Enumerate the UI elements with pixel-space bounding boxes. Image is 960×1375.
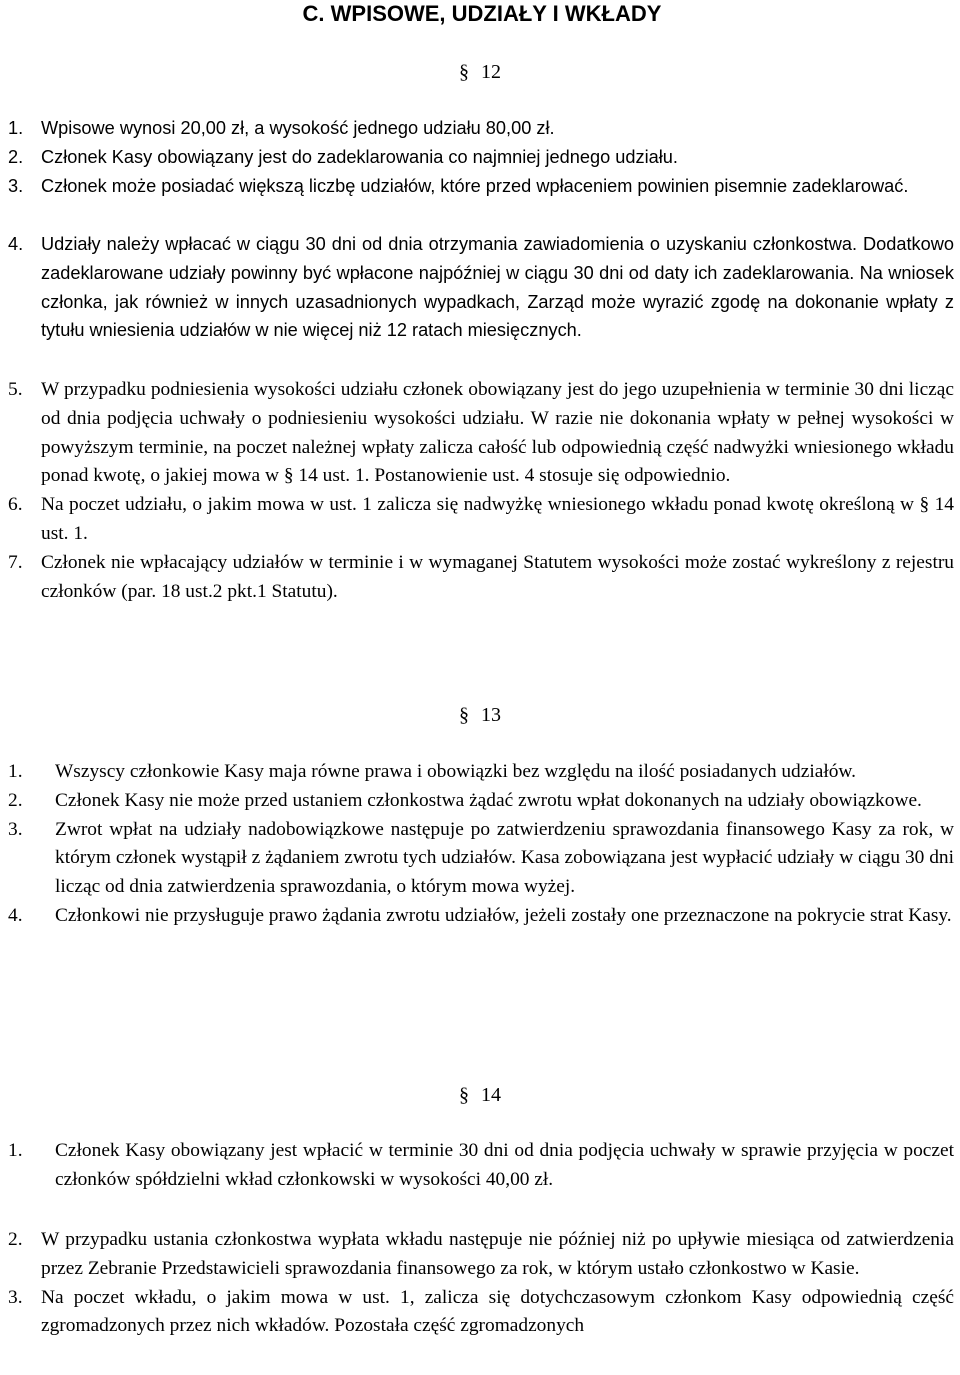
item-number: 4.	[8, 234, 24, 254]
item-text: Członek nie wpłacający udziałów w terminie i w wymaganej Statutem wysokości może zostać wykreślony z rejestru członków (par. 18 ust.2 pkt.1 Statutu).	[41, 551, 954, 602]
section-heading-14	[0, 1083, 960, 1107]
list-item	[0, 172, 960, 201]
section-number: 14	[481, 1084, 501, 1106]
list-item	[0, 902, 960, 931]
item-number: 2.	[8, 789, 23, 811]
list-item	[0, 1137, 960, 1195]
paragraph-sign: §	[459, 1084, 469, 1106]
item-text: Na poczet wkładu, o jakim mowa w ust. 1, zalicza się dotychczasowym członkom Kasy odpowiednią część zgromadzonych przez nich wkładów. Pozostała część zgromadzonych	[41, 1286, 954, 1337]
item-number: 1.	[8, 118, 24, 138]
item-number: 1.	[8, 1140, 23, 1161]
item-number: 2.	[8, 1229, 23, 1250]
item-text: Członkowi nie przysługuje prawo żądania zwrotu udziałów, jeżeli zostały one przeznaczone na pokrycie strat Kasy.	[55, 904, 952, 926]
item-text: Członek Kasy obowiązany jest do zadeklarowania co najmniej jednego udziału.	[41, 146, 678, 167]
item-text: Zwrot wpłat na udziały nadobowiązkowe następuje po zatwierdzeniu sprawozdania finansowego Kasy za rok, w którym członek wystąpił z żądaniem zwrotu tych udziałów. Kasa zobowiązana jest wypłacić udziały w ciągu 30 dni licząc od dnia zatwierdzenia sprawozdania, o którym mowa wyżej.	[55, 818, 954, 898]
list-item	[0, 1226, 960, 1284]
item-number: 3.	[8, 1286, 23, 1308]
chapter-title: C. WPISOWE, UDZIAŁY I WKŁADY	[302, 1, 662, 26]
list-item	[0, 549, 960, 607]
list-item	[0, 376, 960, 491]
list-item	[0, 816, 960, 902]
item-text: Członek Kasy nie może przed ustaniem członkostwa żądać zwrotu wpłat dokonanych na udziały obowiązkowe.	[55, 789, 922, 811]
list-item	[0, 758, 960, 787]
item-number: 5.	[8, 379, 23, 400]
item-number: 2.	[8, 146, 24, 167]
paragraph-sign: §	[459, 61, 469, 83]
list-item	[0, 1284, 960, 1342]
section-14-items	[0, 1137, 960, 1195]
list-item	[0, 114, 960, 143]
section-heading-13	[0, 703, 960, 727]
item-text: Wpisowe wynosi 20,00 zł, a wysokość jednego udziału 80,00 zł.	[41, 118, 555, 138]
section-12-items-5-7	[0, 376, 960, 606]
item-number: 7.	[8, 551, 23, 573]
list-item	[0, 491, 960, 549]
section-14-items-2-3	[0, 1226, 960, 1341]
list-item	[0, 787, 960, 816]
section-12-item-4	[0, 230, 960, 345]
item-text: W przypadku ustania członkostwa wypłata wkładu następuje nie później niż po upływie miesiąca od zatwierdzenia przez Zebranie Przedstawicieli sprawozdania finansowego za rok, w którym ustało członkostwo w Kasie.	[41, 1229, 954, 1279]
item-text: Wszyscy członkowie Kasy maja równe prawa i obowiązki bez względu na ilość posiadanych udziałów.	[55, 761, 857, 782]
item-number: 4.	[8, 904, 23, 926]
item-text: Udziały należy wpłacać w ciągu 30 dni od dnia otrzymania zawiadomienia o uzyskaniu członkostwa. Dodatkowo zadeklarowane udziały powinny być wpłacone najpóźniej w ciągu 30 dni od daty ich zadeklarowania. Na wniosek członka, jak również w innych uzasadnionych wypadkach, Zarząd może wyrazić zgodę na dokonanie wpłaty z tytułu wniesienia udziałów w nie więcej niż 12 ratach miesięcznych.	[41, 234, 954, 341]
section-number: 12	[481, 61, 501, 83]
list-item	[0, 230, 960, 345]
list-item	[0, 143, 960, 172]
section-13-items	[0, 758, 960, 931]
paragraph-sign: §	[459, 704, 469, 726]
item-number: 1.	[8, 761, 23, 782]
section-number: 13	[481, 704, 501, 726]
item-text: Członek może posiadać większą liczbę udziałów, które przed wpłaceniem powinien pisemnie zadeklarować.	[41, 176, 909, 196]
item-text: Członek Kasy obowiązany jest wpłacić w terminie 30 dni od dnia podjęcia uchwały w sprawie przyjęcia w poczet członków spółdzielni wkład członkowski w wysokości 40,00 zł.	[55, 1140, 954, 1190]
item-number: 3.	[8, 176, 24, 196]
item-number: 6.	[8, 494, 23, 516]
section-12-items-1-2	[0, 114, 960, 167]
item-number: 3.	[8, 818, 23, 840]
item-text: W przypadku podniesienia wysokości udziału członek obowiązany jest do jego uzupełnienia w terminie 30 dni licząc od dnia podjęcia uchwały o podniesieniu wysokości udziału. W razie nie dokonania wpłaty w pełnej wysokości w powyższym terminie, na poczet należnej wpłaty zalicza całość lub odpowiednią część nadwyżki wniesionego wkładu ponad kwotę, o jakiej mowa w § 14 ust. 1. Postanowienie ust. 4 stosuje się odpowiednio.	[41, 379, 954, 487]
item-text: Na poczet udziału, o jakim mowa w ust. 1 zalicza się nadwyżkę wniesionego wkładu ponad kwotę określoną w § 14 ust. 1.	[41, 494, 954, 544]
section-12-items-3-4	[0, 172, 960, 201]
section-heading-12	[0, 60, 960, 84]
